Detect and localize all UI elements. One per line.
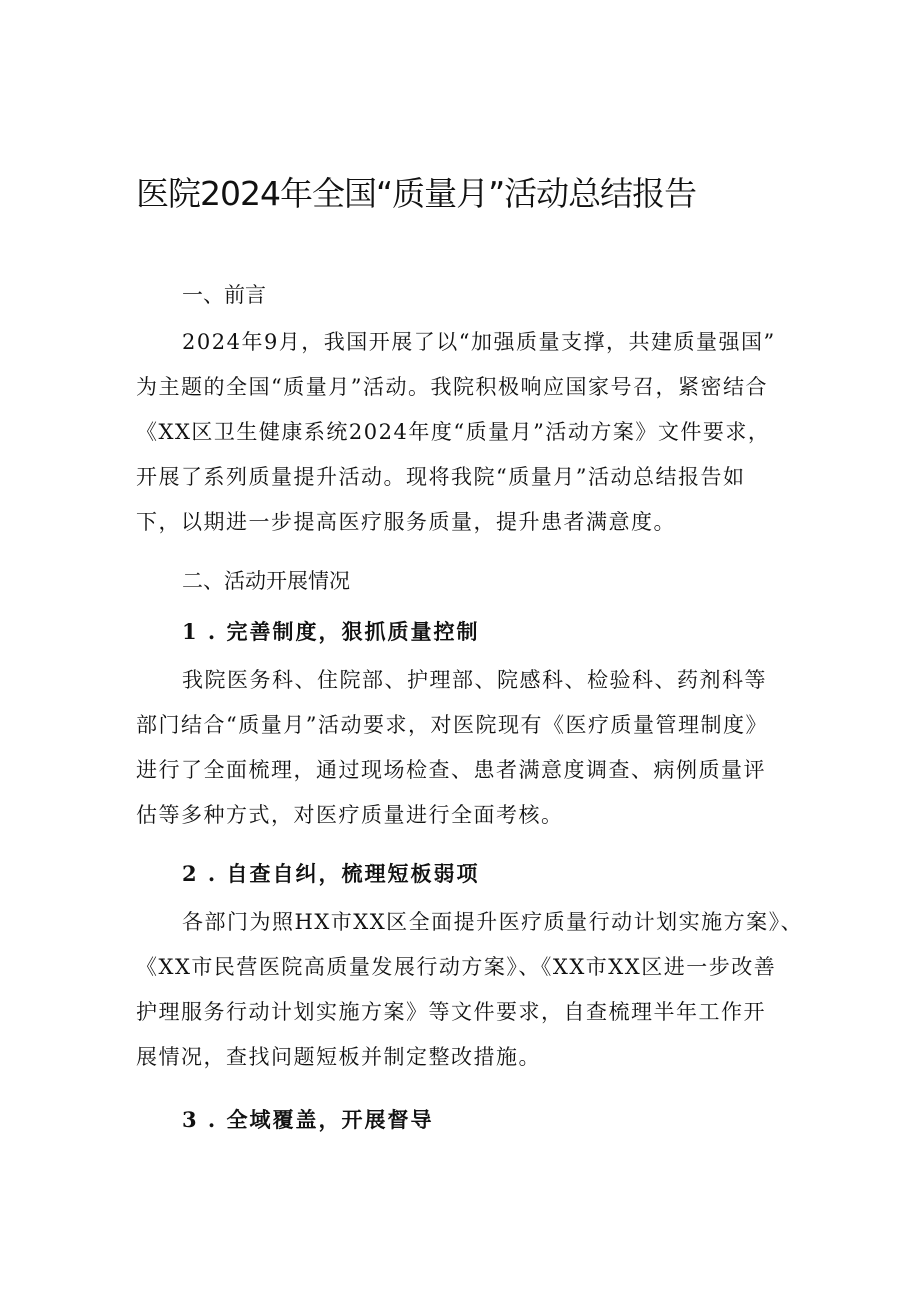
paragraph-line: 我院医务科、住院部、护理部、院感科、检验科、药剂科等: [182, 668, 767, 692]
paragraph-line: 进行了全面梳理，通过现场检查、患者满意度调查、病例质量评: [136, 758, 766, 782]
item-paragraph-1: [136, 658, 798, 838]
paragraph-line: 展情况，查找问题短板并制定整改措施。: [136, 1045, 541, 1069]
paragraph-line: 为主题的全国“质量月”活动。我院积极响应国家号召，紧密结合: [136, 375, 768, 399]
item-title-2: 2 . 自查自纠，梳理短板弱项: [182, 861, 480, 886]
paragraph-line: 护理服务行动计划实施方案》等文件要求，自查梳理半年工作开: [136, 1000, 766, 1024]
section-heading-preface: 一、前言: [182, 283, 266, 307]
paragraph-line: 各部门为照HX市XX区全面提升医疗质量行动计划实施方案》、: [182, 910, 804, 934]
paragraph-line: 《XX市民营医院高质量发展行动方案》、《XX市XX区进一步改善: [136, 955, 777, 979]
item-paragraph-2: [136, 900, 804, 1080]
paragraph-line: 2024年9月，我国开展了以“加强质量支撑，共建质量强国”: [182, 330, 776, 354]
item-title-3: 3 . 全域覆盖，开展督导: [182, 1107, 434, 1132]
item-title-1: 1 . 完善制度，狠抓质量控制: [182, 619, 480, 644]
paragraph-line: 估等多种方式，对医疗质量进行全面考核。: [136, 803, 564, 827]
paragraph-line: 部门结合“质量月”活动要求，对医院现有《医疗质量管理制度》: [136, 713, 768, 737]
paragraph-line: 下，以期进一步提高医疗服务质量，提升患者满意度。: [136, 510, 676, 534]
paragraph-line: 《XX区卫生健康系统2024年度“质量月”活动方案》文件要求，: [136, 420, 771, 444]
section-heading-activities: 二、活动开展情况: [182, 569, 350, 593]
paragraph-line: 开展了系列质量提升活动。现将我院“质量月”活动总结报告如: [136, 465, 746, 489]
preface-paragraph: [136, 320, 798, 545]
document-title: 医院2024年全国“质量月”活动总结报告: [136, 174, 697, 213]
